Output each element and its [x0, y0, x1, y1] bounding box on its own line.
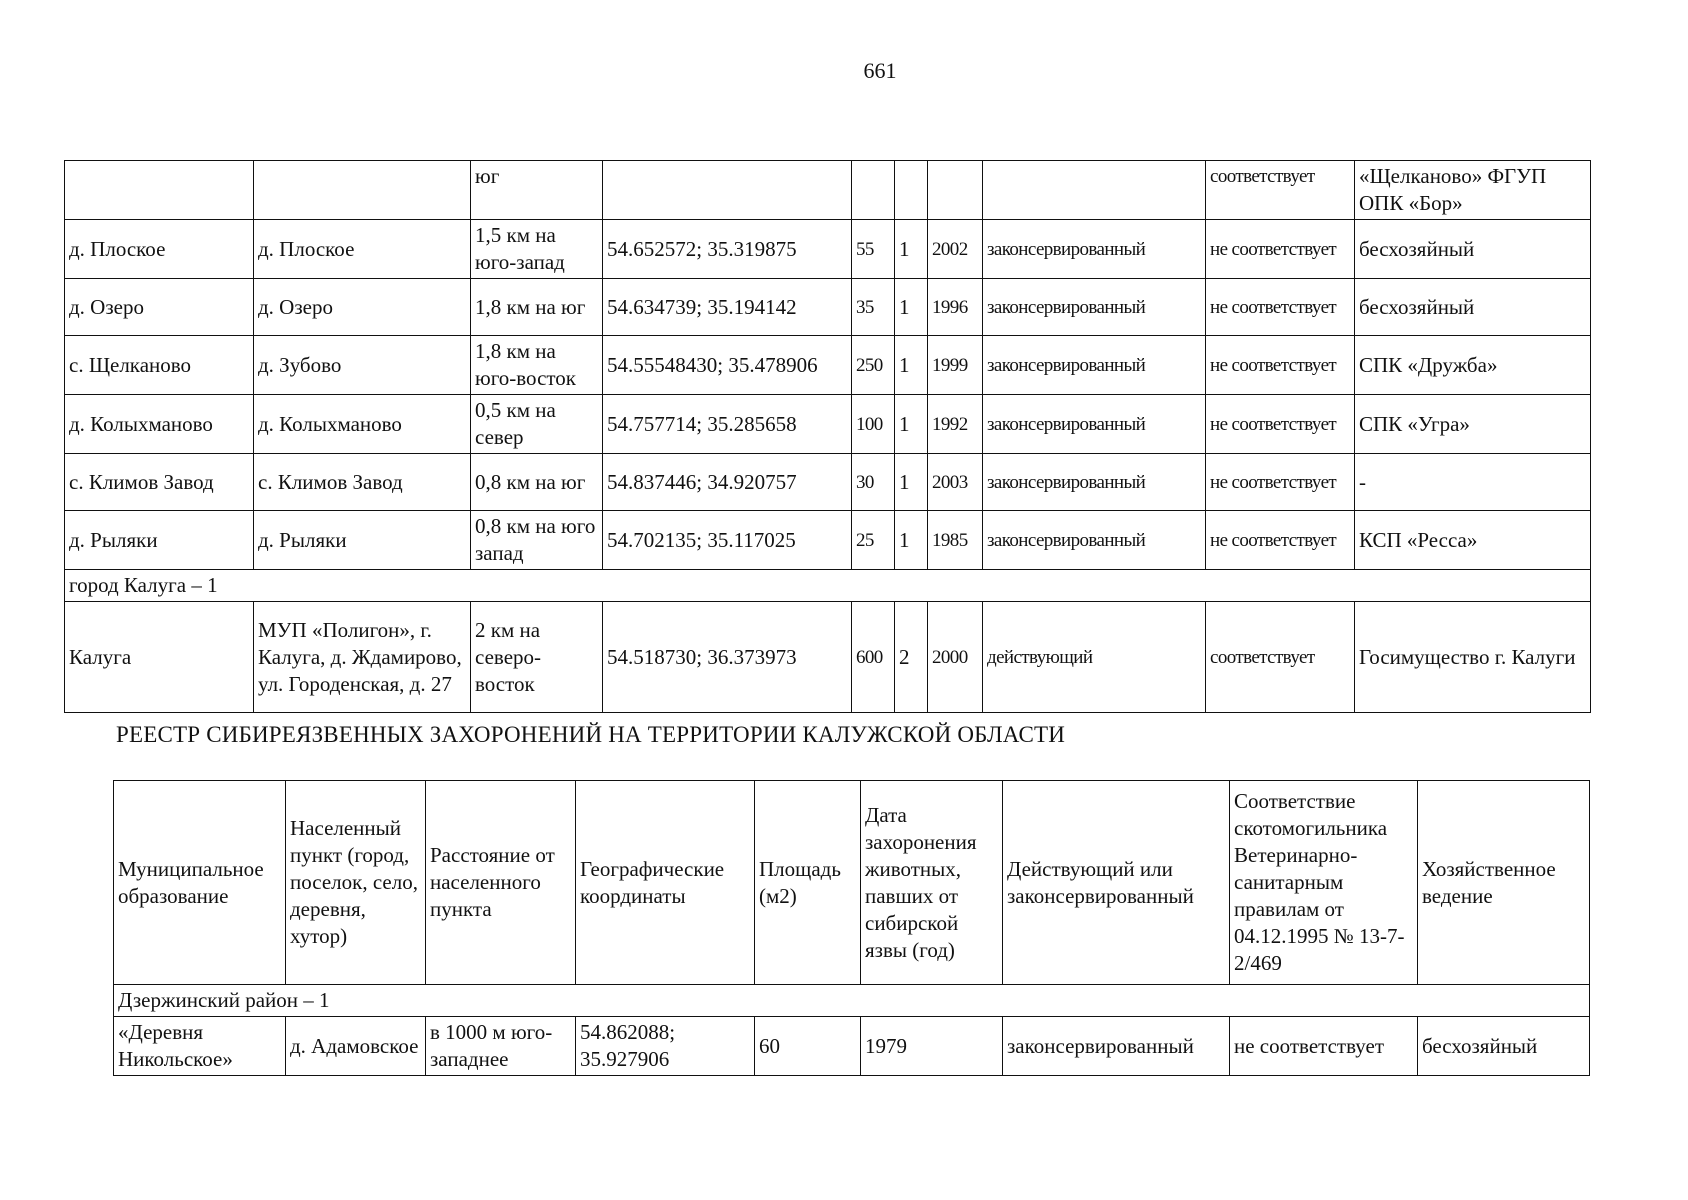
table-row [65, 454, 1591, 511]
compliance-cell: не соответствует [1206, 279, 1355, 336]
table-row [65, 279, 1591, 336]
coords-cell: 54.652572; 35.319875 [603, 220, 852, 279]
settlement-cell: д. Колыхманово [254, 395, 471, 454]
owner-cell: КСП «Ресса» [1355, 511, 1591, 570]
owner-cell: «Щелканово» ФГУП ОПК «Бор» [1355, 161, 1591, 220]
count-cell: 1 [895, 511, 928, 570]
municipality-cell: Калуга [65, 602, 254, 713]
header-cell: Дата захоронения животных, павших от сибирской язвы (год) [861, 781, 1003, 985]
direction-cell: юг [471, 161, 603, 220]
direction-cell: 0,5 км на север [471, 395, 603, 454]
direction-cell: 1,5 км на юго-запад [471, 220, 603, 279]
compliance-cell: не соответствует [1206, 220, 1355, 279]
table-row [65, 161, 1591, 220]
status-cell: действующий [983, 602, 1206, 713]
status-cell: законсервированный [983, 279, 1206, 336]
compliance-cell: не соответствует [1230, 1017, 1418, 1076]
direction-cell: 1,8 км на юго-восток [471, 336, 603, 395]
owner-cell: - [1355, 454, 1591, 511]
registry-title: РЕЕСТР СИБИРЕЯЗВЕННЫХ ЗАХОРОНЕНИЙ НА ТЕРРИТОРИИ КАЛУЖСКОЙ ОБЛАСТИ [116, 722, 1066, 747]
distance-cell: в 1000 м юго-западнее [426, 1017, 576, 1076]
status-cell: законсервированный [1003, 1017, 1230, 1076]
compliance-cell: не соответствует [1206, 511, 1355, 570]
direction-cell: 2 км на северо-восток [471, 602, 603, 713]
settlement-cell: с. Климов Завод [254, 454, 471, 511]
count-cell: 1 [895, 454, 928, 511]
coords-cell: 54.634739; 35.194142 [603, 279, 852, 336]
count-cell: 2 [895, 602, 928, 713]
status-cell: законсервированный [983, 395, 1206, 454]
direction-cell: 0,8 км на юг [471, 454, 603, 511]
owner-cell: Госимущество г. Калуги [1355, 602, 1591, 713]
status-cell: законсервированный [983, 220, 1206, 279]
status-cell: законсервированный [983, 336, 1206, 395]
owner-cell: СПК «Угра» [1355, 395, 1591, 454]
count-cell: 1 [895, 395, 928, 454]
coords-cell: 54.518730; 36.373973 [603, 602, 852, 713]
coords-cell: 54.862088; 35.927906 [576, 1017, 755, 1076]
section-label: город Калуга – 1 [65, 570, 1591, 602]
owner-cell: бесхозяйный [1355, 279, 1591, 336]
header-cell: Соответствие скотомогильника Ветеринарно-санитарным правилам от 04.12.1995 № 13-7-2/469 [1230, 781, 1418, 985]
municipality-cell: д. Озеро [65, 279, 254, 336]
coords-cell: 54.837446; 34.920757 [603, 454, 852, 511]
section-label: Дзержинский район – 1 [114, 985, 1590, 1017]
header-cell: Хозяйственное ведение [1418, 781, 1590, 985]
area-cell: 60 [755, 1017, 861, 1076]
table-row [65, 220, 1591, 279]
year-cell: 2000 [928, 602, 983, 713]
table-row [114, 1017, 1590, 1076]
municipality-cell: д. Рыляки [65, 511, 254, 570]
settlement-cell: д. Рыляки [254, 511, 471, 570]
municipality-cell: с. Климов Завод [65, 454, 254, 511]
area-cell: 30 [852, 454, 895, 511]
header-cell: Площадь (м2) [755, 781, 861, 985]
direction-cell: 0,8 км на юго запад [471, 511, 603, 570]
compliance-cell: соответствует [1206, 161, 1355, 220]
year-cell: 1979 [861, 1017, 1003, 1076]
page-number: 661 [863, 58, 897, 83]
header-cell: Муниципальное образование [114, 781, 286, 985]
section-row [114, 985, 1590, 1017]
header-cell: Населенный пункт (город, поселок, село, деревня, хутор) [286, 781, 426, 985]
municipality-cell: д. Колыхманово [65, 395, 254, 454]
owner-cell: бесхозяйный [1355, 220, 1591, 279]
settlement-cell: д. Зубово [254, 336, 471, 395]
table-row [65, 395, 1591, 454]
compliance-cell: не соответствует [1206, 336, 1355, 395]
coords-cell: 54.55548430; 35.478906 [603, 336, 852, 395]
year-cell: 1985 [928, 511, 983, 570]
landfill-table [64, 160, 1591, 713]
area-cell: 600 [852, 602, 895, 713]
area-cell: 250 [852, 336, 895, 395]
count-cell: 1 [895, 220, 928, 279]
area-cell: 100 [852, 395, 895, 454]
count-cell: 1 [895, 279, 928, 336]
coords-cell: 54.757714; 35.285658 [603, 395, 852, 454]
header-cell: Географические координаты [576, 781, 755, 985]
year-cell: 1996 [928, 279, 983, 336]
municipality-cell: д. Плоское [65, 220, 254, 279]
header-cell: Действующий или законсервированный [1003, 781, 1230, 985]
status-cell: законсервированный [983, 511, 1206, 570]
table-row [65, 336, 1591, 395]
table-row [65, 511, 1591, 570]
year-cell: 1992 [928, 395, 983, 454]
header-row [114, 781, 1590, 985]
municipality-cell: «Деревня Никольское» [114, 1017, 286, 1076]
compliance-cell: соответствует [1206, 602, 1355, 713]
settlement-cell: д. Озеро [254, 279, 471, 336]
year-cell: 1999 [928, 336, 983, 395]
header-cell: Расстояние от населенного пункта [426, 781, 576, 985]
count-cell: 1 [895, 336, 928, 395]
registry-table [113, 780, 1590, 1076]
compliance-cell: не соответствует [1206, 454, 1355, 511]
compliance-cell: не соответствует [1206, 395, 1355, 454]
section-row [65, 570, 1591, 602]
owner-cell: СПК «Дружба» [1355, 336, 1591, 395]
area-cell: 35 [852, 279, 895, 336]
settlement-cell: д. Адамовское [286, 1017, 426, 1076]
municipality-cell: с. Щелканово [65, 336, 254, 395]
year-cell: 2002 [928, 220, 983, 279]
area-cell: 25 [852, 511, 895, 570]
settlement-cell: д. Плоское [254, 220, 471, 279]
year-cell: 2003 [928, 454, 983, 511]
owner-cell: бесхозяйный [1418, 1017, 1590, 1076]
area-cell: 55 [852, 220, 895, 279]
status-cell: законсервированный [983, 454, 1206, 511]
direction-cell: 1,8 км на юг [471, 279, 603, 336]
coords-cell: 54.702135; 35.117025 [603, 511, 852, 570]
table-row [65, 602, 1591, 713]
settlement-cell: МУП «Полигон», г. Калуга, д. Ждамирово, ул. Городенская, д. 27 [254, 602, 471, 713]
